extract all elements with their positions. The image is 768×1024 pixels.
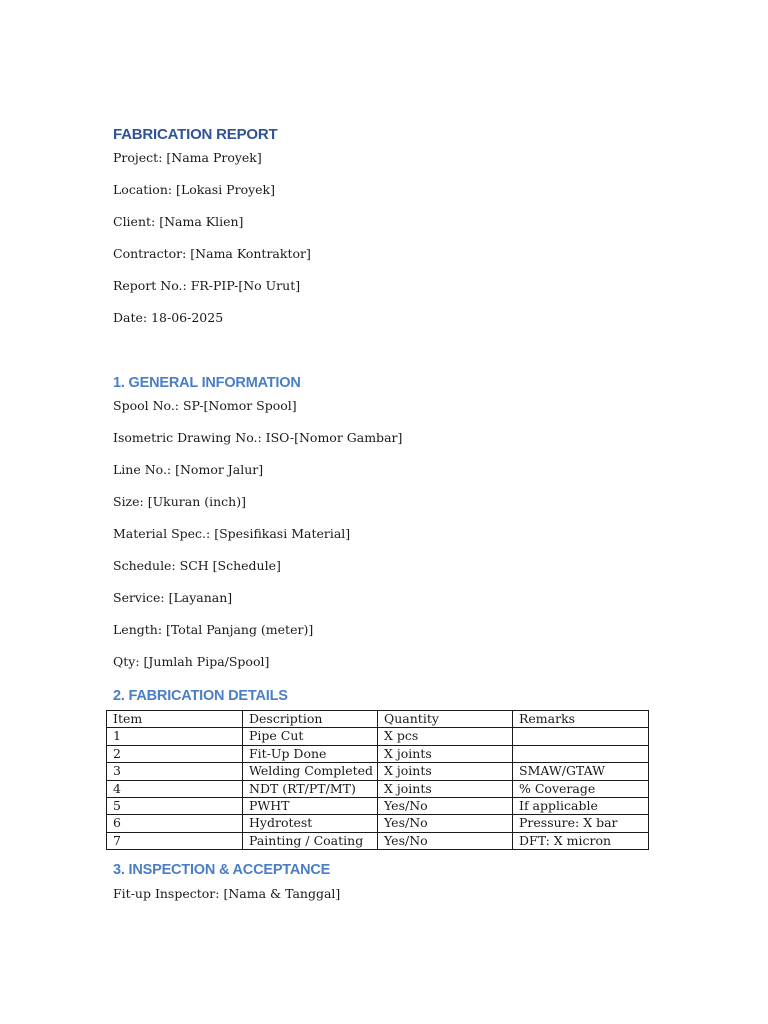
table-cell: Pipe Cut	[243, 728, 378, 745]
table-cell: Pressure: X bar	[513, 815, 649, 832]
table-cell: 4	[107, 780, 243, 797]
column-header: Description	[243, 711, 378, 728]
table-cell: Painting / Coating	[243, 832, 378, 849]
table-cell: Yes/No	[378, 797, 513, 814]
table-cell: Yes/No	[378, 815, 513, 832]
table-cell: SMAW/GTAW	[513, 763, 649, 780]
table-cell: Welding Completed	[243, 763, 378, 780]
table-cell: 7	[107, 832, 243, 849]
service-field: Service: [Layanan]	[113, 590, 233, 605]
fit-up-inspector-field: Fit-up Inspector: [Nama & Tanggal]	[113, 886, 341, 901]
table-cell: 1	[107, 728, 243, 745]
length-field: Length: [Total Panjang (meter)]	[113, 622, 314, 637]
table-row	[107, 815, 649, 832]
section-2-heading: 2. FABRICATION DETAILS	[113, 688, 288, 704]
fabrication-details-table	[106, 710, 649, 850]
table-row	[107, 780, 649, 797]
table-cell: X joints	[378, 780, 513, 797]
contractor-field: Contractor: [Nama Kontraktor]	[113, 246, 311, 261]
column-header: Remarks	[513, 711, 649, 728]
isometric-drawing-field: Isometric Drawing No.: ISO-[Nomor Gambar]	[113, 430, 403, 445]
table-cell	[513, 728, 649, 745]
report-number-field: Report No.: FR-PIP-[No Urut]	[113, 278, 301, 293]
table-row	[107, 797, 649, 814]
table-cell: X joints	[378, 763, 513, 780]
client-field: Client: [Nama Klien]	[113, 214, 244, 229]
table-row	[107, 832, 649, 849]
line-no-field: Line No.: [Nomor Jalur]	[113, 462, 264, 477]
table-cell: 2	[107, 745, 243, 762]
column-header: Item	[107, 711, 243, 728]
section-1-heading: 1. GENERAL INFORMATION	[113, 375, 301, 391]
table-cell: Fit-Up Done	[243, 745, 378, 762]
material-spec-field: Material Spec.: [Spesifikasi Material]	[113, 526, 351, 541]
column-header: Quantity	[378, 711, 513, 728]
schedule-field: Schedule: SCH [Schedule]	[113, 558, 281, 573]
report-title: FABRICATION REPORT	[113, 126, 278, 143]
table-cell: 6	[107, 815, 243, 832]
project-field: Project: [Nama Proyek]	[113, 150, 262, 165]
table-cell: 3	[107, 763, 243, 780]
table-cell	[513, 745, 649, 762]
table-cell: Yes/No	[378, 832, 513, 849]
table-cell: PWHT	[243, 797, 378, 814]
table-cell: 5	[107, 797, 243, 814]
date-field: Date: 18-06-2025	[113, 310, 224, 325]
table-row	[107, 763, 649, 780]
table-cell: If applicable	[513, 797, 649, 814]
spool-no-field: Spool No.: SP-[Nomor Spool]	[113, 398, 297, 413]
section-3-heading: 3. INSPECTION & ACCEPTANCE	[113, 862, 331, 878]
location-field: Location: [Lokasi Proyek]	[113, 182, 275, 197]
size-field: Size: [Ukuran (inch)]	[113, 494, 246, 509]
table-row	[107, 728, 649, 745]
table-row	[107, 745, 649, 762]
table-cell: % Coverage	[513, 780, 649, 797]
table-cell: X joints	[378, 745, 513, 762]
table-cell: Hydrotest	[243, 815, 378, 832]
qty-field: Qty: [Jumlah Pipa/Spool]	[113, 654, 270, 669]
table-cell: DFT: X micron	[513, 832, 649, 849]
table-cell: X pcs	[378, 728, 513, 745]
table-header-row	[107, 711, 649, 728]
table-cell: NDT (RT/PT/MT)	[243, 780, 378, 797]
